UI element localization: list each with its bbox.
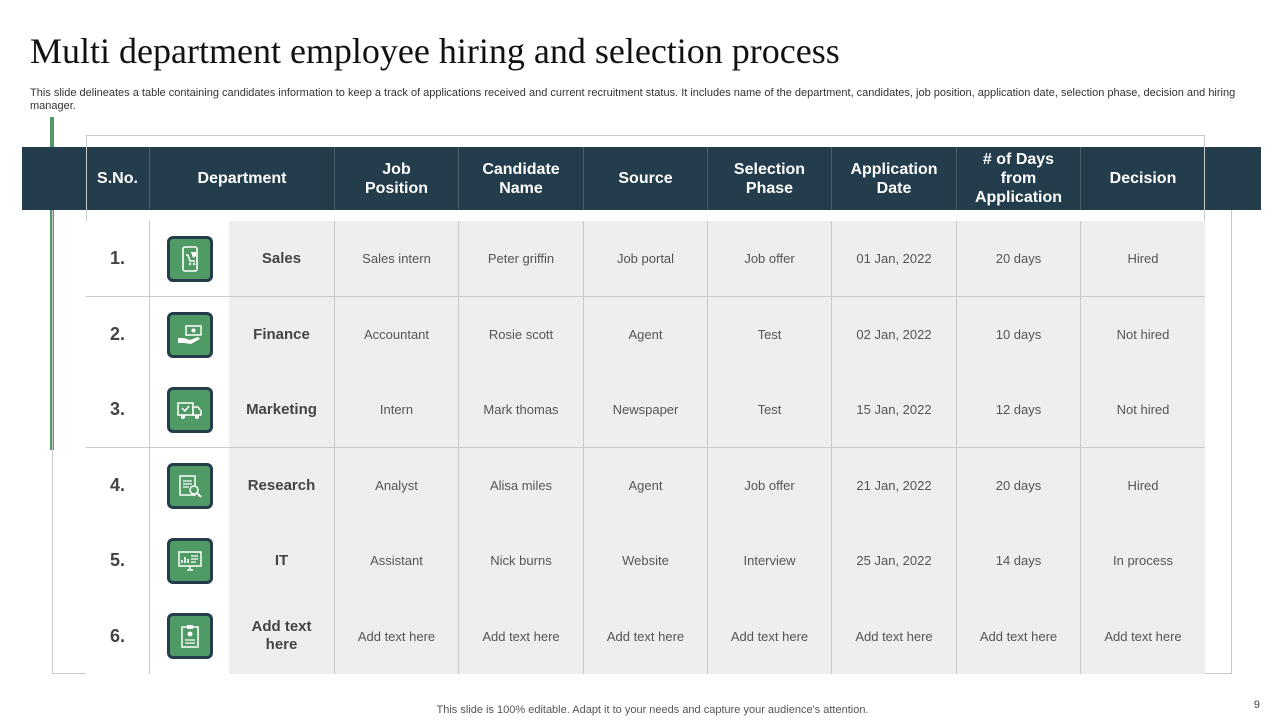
row-application-date: 21 Jan, 2022 [831, 448, 956, 523]
row-job-position: Accountant [334, 297, 458, 372]
row-candidate-name: Nick burns [458, 523, 583, 598]
shopping-cart-tag-icon [167, 236, 213, 282]
row-application-date: 02 Jan, 2022 [831, 297, 956, 372]
table-row [86, 297, 1205, 373]
row-icon-cell [149, 221, 229, 296]
row-sno: 2. [86, 297, 149, 372]
header-application-date: Application Date [831, 147, 956, 210]
row-decision: Not hired [1080, 297, 1205, 372]
header-selection-phase: Selection Phase [707, 147, 831, 210]
header-source: Source [583, 147, 707, 210]
row-decision: Add text here [1080, 598, 1205, 674]
slide-title: Multi department employee hiring and selection process [30, 31, 840, 71]
table-row [86, 598, 1205, 674]
row-source: Agent [583, 448, 707, 523]
row-source: Job portal [583, 221, 707, 296]
row-job-position: Intern [334, 372, 458, 447]
row-department: Marketing [229, 372, 334, 447]
row-decision: Hired [1080, 221, 1205, 296]
row-selection-phase: Job offer [707, 448, 831, 523]
row-days: 10 days [956, 297, 1080, 372]
row-department: Add text here [229, 598, 334, 674]
row-icon-cell [149, 372, 229, 447]
row-job-position: Sales intern [334, 221, 458, 296]
table-row [86, 372, 1205, 448]
row-candidate-name: Peter griffin [458, 221, 583, 296]
document-search-icon [167, 463, 213, 509]
row-department: Sales [229, 221, 334, 296]
header-department: Department [149, 147, 334, 210]
row-selection-phase: Job offer [707, 221, 831, 296]
row-job-position: Add text here [334, 598, 458, 674]
row-sno: 5. [86, 523, 149, 598]
row-department: Finance [229, 297, 334, 372]
row-candidate-name: Rosie scott [458, 297, 583, 372]
row-icon-cell [149, 598, 229, 674]
row-candidate-name: Alisa miles [458, 448, 583, 523]
row-source: Website [583, 523, 707, 598]
row-job-position: Analyst [334, 448, 458, 523]
row-days: 20 days [956, 448, 1080, 523]
row-application-date: Add text here [831, 598, 956, 674]
row-sno: 6. [86, 598, 149, 674]
row-selection-phase: Interview [707, 523, 831, 598]
row-icon-cell [149, 297, 229, 372]
footer-note: This slide is 100% editable. Adapt it to your needs and capture your audience's attention. [436, 704, 869, 716]
table-row [86, 448, 1205, 524]
row-job-position: Assistant [334, 523, 458, 598]
header-job-position: Job Position [334, 147, 458, 210]
row-selection-phase: Add text here [707, 598, 831, 674]
table-row [86, 523, 1205, 599]
monitor-chart-icon [167, 538, 213, 584]
row-source: Agent [583, 297, 707, 372]
header-days-from-application: # of Days from Application [956, 147, 1080, 210]
slide-description: This slide delineates a table containing candidates information to keep a track of applications received and current recruitment status. It includes name of the department, candidates, job position, application date, selection phase, decision and hiring manager. [30, 87, 1236, 112]
row-days: 20 days [956, 221, 1080, 296]
row-days: 12 days [956, 372, 1080, 447]
row-days: Add text here [956, 598, 1080, 674]
row-decision: Not hired [1080, 372, 1205, 447]
row-sno: 1. [86, 221, 149, 296]
table-row [86, 221, 1205, 297]
row-application-date: 25 Jan, 2022 [831, 523, 956, 598]
delivery-truck-icon [167, 387, 213, 433]
row-selection-phase: Test [707, 297, 831, 372]
hand-money-icon [167, 312, 213, 358]
row-sno: 3. [86, 372, 149, 447]
header-sno: S.No. [97, 170, 138, 187]
row-icon-cell [149, 448, 229, 523]
row-decision: In process [1080, 523, 1205, 598]
row-icon-cell [149, 523, 229, 598]
row-application-date: 01 Jan, 2022 [831, 221, 956, 296]
row-sno: 4. [86, 448, 149, 523]
row-source: Newspaper [583, 372, 707, 447]
row-selection-phase: Test [707, 372, 831, 447]
row-candidate-name: Mark thomas [458, 372, 583, 447]
row-department: Research [229, 448, 334, 523]
header-candidate-name: Candidate Name [458, 147, 583, 210]
row-application-date: 15 Jan, 2022 [831, 372, 956, 447]
row-candidate-name: Add text here [458, 598, 583, 674]
row-days: 14 days [956, 523, 1080, 598]
row-department: IT [229, 523, 334, 598]
row-decision: Hired [1080, 448, 1205, 523]
header-decision: Decision [1080, 147, 1205, 210]
clipboard-profile-icon [167, 613, 213, 659]
page-number: 9 [1253, 699, 1260, 711]
row-source: Add text here [583, 598, 707, 674]
